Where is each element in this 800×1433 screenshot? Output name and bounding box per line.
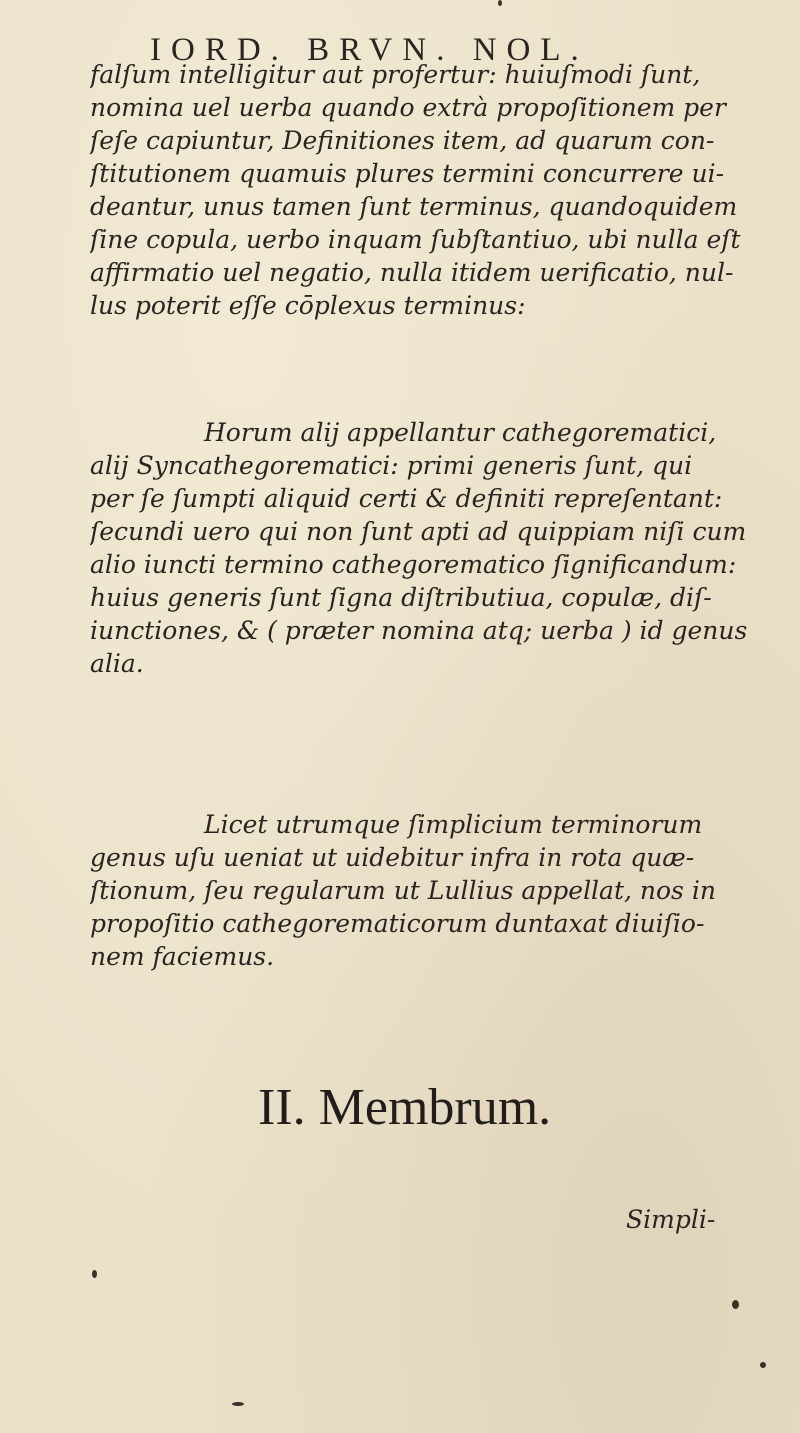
paragraph-3 [90,808,790,973]
text-line: huius generis ſunt ſigna diſtributiua, copulæ, diſ‑ [90,583,712,612]
paragraph-1 [90,58,790,322]
text-line: lus poterit eſſe cōplexus terminus: [90,291,526,320]
text-line: nem faciemus. [90,942,275,971]
ink-speck [732,1300,739,1309]
text-line: genus uſu ueniat ut uidebitur infra in rota quæ‑ [90,843,695,872]
text-line: ſtitutionem quamuis plures termini concurrere ui‑ [90,159,725,188]
text-line: falſum intelligitur aut profertur: huiuſmodi ſunt, [90,60,701,89]
text-line: Horum alij appellantur cathegorematici, [204,418,717,447]
text-line: nomina uel uerba quando extrà propoſitionem per [90,93,726,122]
ink-speck [760,1362,766,1368]
text-line: alij Syncathegorematici: primi generis ſunt, qui [90,451,693,480]
text-line: alio iuncti termino cathegorematico ſignificandum: [90,550,737,579]
text-line: iunctiones, & ( præter nomina atq; uerba ) id genus [90,616,748,645]
text-line: propoſitio cathegorematicorum duntaxat diuiſio‑ [90,909,705,938]
text-line: per ſe ſumpti aliquid certi & definiti repreſentant: [90,484,723,513]
text-line: alia. [90,649,144,678]
text-line: ſine copula, uerbo inquam ſubſtantiuo, ubi nulla eſt [90,225,741,254]
paragraph-2 [90,416,790,680]
section-heading: II. Membrum. [258,1079,552,1136]
running-head: IORD. BRVN. NOL. [150,32,589,68]
ink-speck [92,1270,97,1278]
text-line: ſeſe capiuntur, Definitiones item, ad quarum con‑ [90,126,715,155]
text-line: affirmatio uel negatio, nulla itidem uerificatio, nul‑ [90,258,734,287]
text-line: ſecundi uero qui non ſunt apti ad quippiam niſi cum [90,517,747,546]
catchword: Simpli- [626,1205,716,1234]
text-line: Licet utrumque ſimplicium terminorum [204,810,703,839]
text-line: ſtionum, ſeu regularum ut Lullius appellat, nos in [90,876,716,905]
ink-speck [498,0,502,6]
text-line: deantur, unus tamen ſunt terminus, quandoquidem [90,192,738,221]
ink-speck [232,1402,244,1406]
